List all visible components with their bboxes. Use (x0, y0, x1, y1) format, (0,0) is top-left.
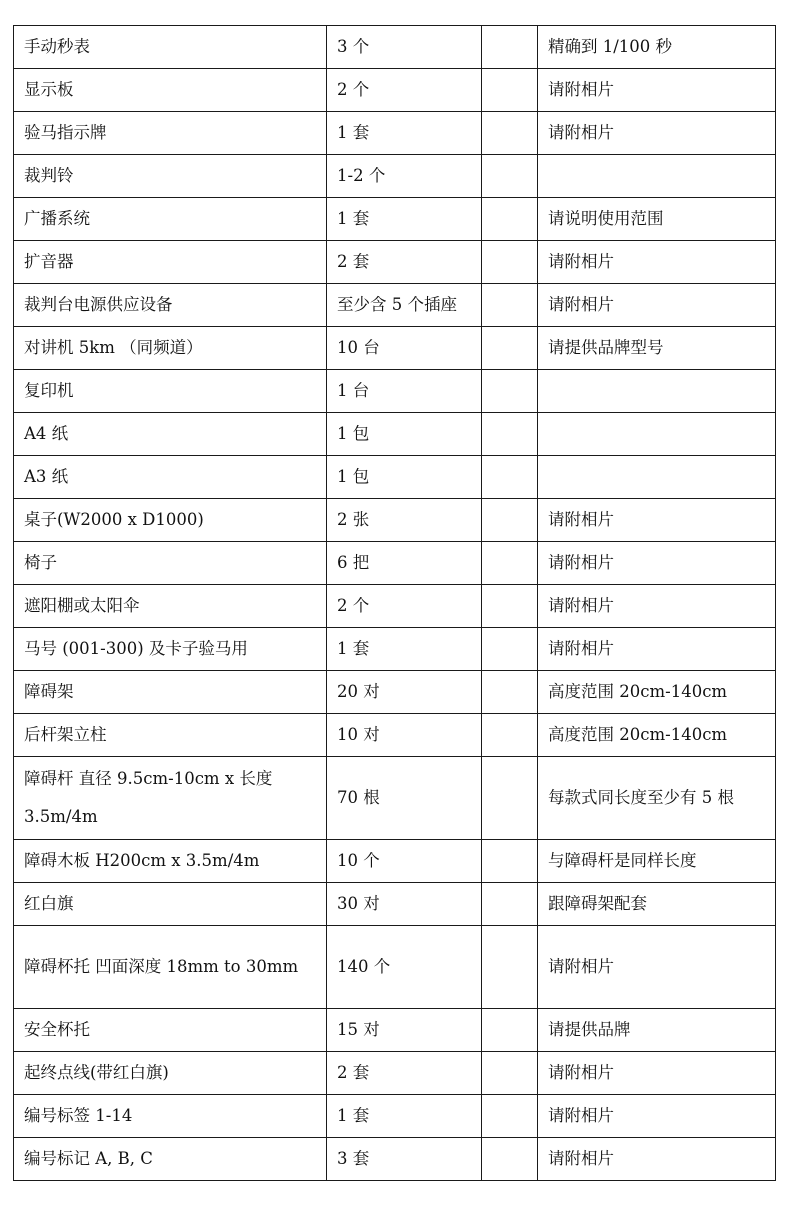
item-note: 请附相片 (538, 926, 776, 1009)
item-note (538, 370, 776, 413)
item-quantity: 70 根 (327, 757, 482, 840)
item-quantity: 至少含 5 个插座 (327, 284, 482, 327)
item-quantity: 1 台 (327, 370, 482, 413)
item-name: 编号标记 A, B, C (14, 1138, 327, 1181)
table-row (14, 671, 776, 714)
item-quantity: 3 套 (327, 1138, 482, 1181)
item-name: 裁判台电源供应设备 (14, 284, 327, 327)
item-quantity: 1-2 个 (327, 155, 482, 198)
table-row (14, 883, 776, 926)
table-row (14, 1095, 776, 1138)
item-quantity: 10 台 (327, 327, 482, 370)
item-quantity: 2 套 (327, 1052, 482, 1095)
blank-cell (482, 542, 538, 585)
item-name: 验马指示牌 (14, 112, 327, 155)
item-note: 请说明使用范围 (538, 198, 776, 241)
item-name: 马号 (001-300) 及卡子验马用 (14, 628, 327, 671)
item-name: A4 纸 (14, 413, 327, 456)
item-name: 广播系统 (14, 198, 327, 241)
table-row (14, 840, 776, 883)
item-note: 高度范围 20cm-140cm (538, 671, 776, 714)
table-row (14, 26, 776, 69)
table-row (14, 585, 776, 628)
table-row (14, 1009, 776, 1052)
item-note: 请附相片 (538, 628, 776, 671)
table-row (14, 628, 776, 671)
item-name: 扩音器 (14, 241, 327, 284)
item-quantity: 2 个 (327, 69, 482, 112)
item-note (538, 155, 776, 198)
blank-cell (482, 370, 538, 413)
item-name: 后杆架立柱 (14, 714, 327, 757)
item-note: 请附相片 (538, 1138, 776, 1181)
item-quantity: 30 对 (327, 883, 482, 926)
item-name: 障碍杯托 凹面深度 18mm to 30mm (14, 926, 327, 1009)
item-name: 安全杯托 (14, 1009, 327, 1052)
table-row (14, 112, 776, 155)
blank-cell (482, 26, 538, 69)
item-note: 与障碍杆是同样长度 (538, 840, 776, 883)
table-row (14, 413, 776, 456)
item-note: 请附相片 (538, 1095, 776, 1138)
item-quantity: 2 套 (327, 241, 482, 284)
item-quantity: 1 包 (327, 456, 482, 499)
item-note: 精确到 1/100 秒 (538, 26, 776, 69)
blank-cell (482, 840, 538, 883)
item-name: 复印机 (14, 370, 327, 413)
blank-cell (482, 926, 538, 1009)
item-note: 跟障碍架配套 (538, 883, 776, 926)
item-note: 请附相片 (538, 499, 776, 542)
item-quantity: 20 对 (327, 671, 482, 714)
table-row (14, 198, 776, 241)
item-name: 遮阳棚或太阳伞 (14, 585, 327, 628)
table-row (14, 327, 776, 370)
blank-cell (482, 413, 538, 456)
blank-cell (482, 284, 538, 327)
item-quantity: 1 套 (327, 112, 482, 155)
item-note: 请附相片 (538, 542, 776, 585)
item-note: 请提供品牌型号 (538, 327, 776, 370)
item-name: 障碍木板 H200cm x 3.5m/4m (14, 840, 327, 883)
blank-cell (482, 714, 538, 757)
item-quantity: 10 对 (327, 714, 482, 757)
blank-cell (482, 1095, 538, 1138)
item-note: 请附相片 (538, 284, 776, 327)
table-row (14, 757, 776, 840)
equipment-table (13, 25, 776, 1181)
item-name: 桌子(W2000 x D1000) (14, 499, 327, 542)
blank-cell (482, 112, 538, 155)
item-note (538, 456, 776, 499)
blank-cell (482, 241, 538, 284)
item-quantity: 1 套 (327, 198, 482, 241)
item-quantity: 6 把 (327, 542, 482, 585)
item-note: 请附相片 (538, 1052, 776, 1095)
item-name: A3 纸 (14, 456, 327, 499)
item-name: 裁判铃 (14, 155, 327, 198)
item-quantity: 2 张 (327, 499, 482, 542)
item-note: 高度范围 20cm-140cm (538, 714, 776, 757)
table-row (14, 456, 776, 499)
item-quantity: 1 包 (327, 413, 482, 456)
blank-cell (482, 671, 538, 714)
item-quantity: 3 个 (327, 26, 482, 69)
table-row (14, 714, 776, 757)
item-quantity: 1 套 (327, 628, 482, 671)
table-row (14, 155, 776, 198)
blank-cell (482, 1052, 538, 1095)
item-note: 请提供品牌 (538, 1009, 776, 1052)
item-note: 请附相片 (538, 69, 776, 112)
item-name: 编号标签 1-14 (14, 1095, 327, 1138)
blank-cell (482, 198, 538, 241)
item-quantity: 140 个 (327, 926, 482, 1009)
blank-cell (482, 69, 538, 112)
table-row (14, 69, 776, 112)
item-name: 起终点线(带红白旗) (14, 1052, 327, 1095)
blank-cell (482, 499, 538, 542)
item-name: 显示板 (14, 69, 327, 112)
item-name: 障碍架 (14, 671, 327, 714)
item-name: 红白旗 (14, 883, 327, 926)
item-note: 请附相片 (538, 112, 776, 155)
blank-cell (482, 585, 538, 628)
table-row (14, 1138, 776, 1181)
table-row (14, 284, 776, 327)
table-row (14, 241, 776, 284)
item-quantity: 1 套 (327, 1095, 482, 1138)
table-row (14, 370, 776, 413)
item-note: 请附相片 (538, 241, 776, 284)
table-row (14, 926, 776, 1009)
table-row (14, 542, 776, 585)
blank-cell (482, 628, 538, 671)
item-name: 对讲机 5km （同频道） (14, 327, 327, 370)
item-quantity: 2 个 (327, 585, 482, 628)
item-name: 障碍杆 直径 9.5cm-10cm x 长度 3.5m/4m (14, 757, 327, 840)
table-row (14, 1052, 776, 1095)
item-name: 椅子 (14, 542, 327, 585)
blank-cell (482, 456, 538, 499)
item-quantity: 15 对 (327, 1009, 482, 1052)
table-row (14, 499, 776, 542)
blank-cell (482, 757, 538, 840)
item-quantity: 10 个 (327, 840, 482, 883)
blank-cell (482, 155, 538, 198)
item-note: 每款式同长度至少有 5 根 (538, 757, 776, 840)
blank-cell (482, 883, 538, 926)
blank-cell (482, 327, 538, 370)
item-note: 请附相片 (538, 585, 776, 628)
blank-cell (482, 1138, 538, 1181)
item-note (538, 413, 776, 456)
blank-cell (482, 1009, 538, 1052)
item-name: 手动秒表 (14, 26, 327, 69)
